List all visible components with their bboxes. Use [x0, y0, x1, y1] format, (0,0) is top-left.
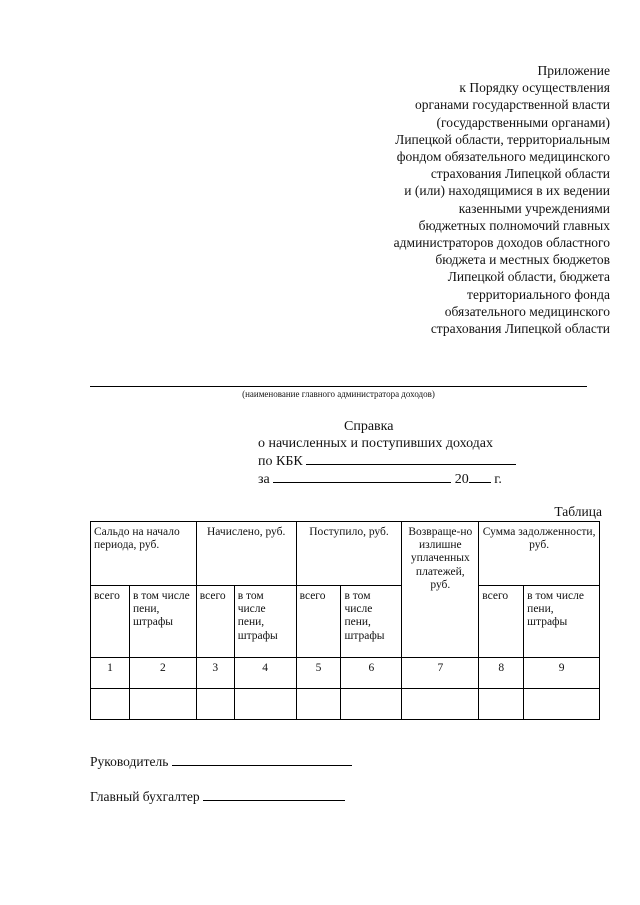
appendix-line: Приложение: [537, 63, 610, 78]
appendix-line: фондом обязательного медицинского: [396, 149, 610, 165]
table-row: [91, 689, 600, 720]
header-postupilo: Поступило, руб.: [296, 522, 402, 586]
appendix-line: страхования Липецкой области: [430, 166, 610, 182]
appendix-line: органами государственной власти: [414, 97, 610, 113]
period-blank: [273, 470, 451, 483]
header-saldo: Сальдо на начало периода, руб.: [91, 522, 197, 586]
appendix-line: и (или) находящимися в их ведении: [404, 183, 610, 199]
column-number: 7: [402, 658, 479, 689]
year-blank: [469, 470, 491, 483]
column-number: 8: [479, 658, 524, 689]
appendix-line: страхования Липецкой области: [430, 321, 610, 337]
appendix-line: бюджета и местных бюджетов: [435, 252, 610, 268]
head-signature-label: Руководитель: [90, 754, 169, 769]
header-vozvrat: Возвраще-но излишне уплаченных платежей, руб.: [402, 522, 479, 658]
table-cell: [341, 689, 402, 720]
appendix-line: территориального фонда: [467, 286, 610, 302]
column-number: 1: [91, 658, 130, 689]
sub-vsego: всего: [196, 586, 234, 658]
sub-vtom: в том числе пени, штрафы: [341, 586, 402, 658]
header-nachisleno: Начислено, руб.: [196, 522, 296, 586]
appendix-block: [310, 62, 610, 337]
column-number: 9: [524, 658, 600, 689]
column-number: 6: [341, 658, 402, 689]
column-number-row: [91, 658, 600, 689]
table-cell: [196, 689, 234, 720]
appendix-line: казенными учреждениями: [458, 200, 610, 216]
sub-vtom: в том числе пени, штрафы: [234, 586, 296, 658]
appendix-line: администраторов доходов областного: [393, 235, 610, 251]
appendix-line: Липецкой области, бюджета: [447, 269, 610, 285]
kbk-row: [258, 452, 516, 470]
table-cell: [524, 689, 600, 720]
column-number: 4: [234, 658, 296, 689]
column-number: 2: [129, 658, 196, 689]
accountant-signature-row: [90, 788, 345, 805]
accountant-signature-label: Главный бухгалтер: [90, 789, 200, 804]
kbk-blank: [306, 452, 516, 465]
table-label: Таблица: [554, 504, 602, 519]
table-cell: [479, 689, 524, 720]
document-subtitle: о начисленных и поступивших доходах: [258, 436, 494, 451]
table-cell: [129, 689, 196, 720]
appendix-line: к Порядку осуществления: [459, 80, 610, 96]
document-title: Справка: [344, 419, 394, 434]
header-zadolzh: Сумма задолженности, руб.: [479, 522, 600, 586]
sub-vsego: всего: [91, 586, 130, 658]
accountant-signature-blank: [203, 788, 345, 801]
sub-vtom: в том числе пени, штрафы: [524, 586, 600, 658]
year-prefix: 20: [454, 472, 469, 487]
sub-vtom: в том числе пени, штрафы: [129, 586, 196, 658]
sub-vsego: всего: [296, 586, 341, 658]
table-cell: [91, 689, 130, 720]
period-label: за: [258, 472, 270, 487]
column-number: 3: [196, 658, 234, 689]
kbk-label: по КБК: [258, 454, 303, 469]
head-signature-row: [90, 753, 352, 770]
org-name-line: [90, 386, 587, 387]
column-number: 5: [296, 658, 341, 689]
sub-vsego: всего: [479, 586, 524, 658]
year-suffix: г.: [494, 472, 502, 487]
report-table: [90, 521, 600, 720]
table-cell: [234, 689, 296, 720]
appendix-line: Липецкой области, территориальным: [395, 131, 610, 147]
appendix-line: бюджетных полномочий главных: [418, 217, 610, 233]
period-row: [258, 470, 516, 488]
org-caption: (наименование главного администратора доходов): [242, 389, 435, 399]
table-cell: [402, 689, 479, 720]
table-cell: [296, 689, 341, 720]
head-signature-blank: [172, 753, 352, 766]
appendix-line: обязательного медицинского: [444, 303, 610, 319]
appendix-line: (государственными органами): [436, 114, 610, 130]
spravka-block: [258, 418, 516, 488]
